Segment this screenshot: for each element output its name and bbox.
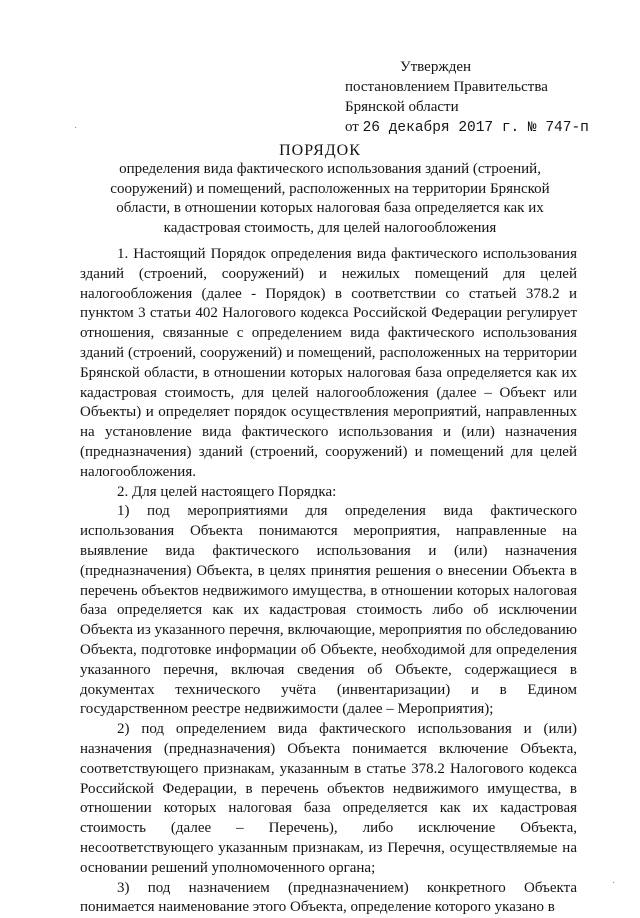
paragraph-2-3: 3) под назначением (предназначением) конкретного Объекта понимается наименование этого Объекта, определение которого указано в bbox=[80, 879, 577, 918]
scan-speck: · bbox=[74, 123, 77, 134]
document-body bbox=[80, 245, 577, 918]
approval-line-approved: Утвержден bbox=[345, 57, 589, 77]
scan-speck: · bbox=[612, 878, 615, 889]
document-title: ПОРЯДОК bbox=[0, 142, 640, 160]
paragraph-2-1: 1) под мероприятиями для определения вида фактического использования Объекта понимаются мероприятия, направленные на выявление вида фактического использования и (или) назначения (предназначения) Объекта, в целях принятия решения о внесении Объекта в перечень объектов недвижимого имущества, в отношении которых налоговая база определяется как их кадастровая стоимость либо об исключении Объекта из указанного перечня, включающие, мероприятия по обследованию Объекта, подготовке информации об Объекте, необходимой для определения указанного перечня, включая сведения об Объекте, содержащиеся в документах технического учёта (инвентаризации) и в Едином государственном реестре недвижимости (далее – Мероприятия); bbox=[80, 502, 577, 720]
paragraph-2-2: 2) под определением вида фактического использования и (или) назначения (предназначения) Объекта понимается включение Объекта, соответствующего признакам, указанным в статье 378.2 Налогового кодекса Российской Федерации, в перечень объектов недвижимого имущества, в отношении которых налоговая база определяется как их кадастровая стоимость (далее – Перечень), либо исключение Объекта, несоответствующего указанным признакам, из Перечня, осуществляемые на основании решений уполномоченного органа; bbox=[80, 720, 577, 878]
approval-stamp bbox=[345, 57, 589, 138]
approval-date-line bbox=[345, 117, 589, 138]
approval-date-value: 26 декабря 2017 г. № 747-п bbox=[363, 120, 589, 136]
document-subtitle: определения вида фактического использования зданий (строений, сооружений) и помещений, расположенных на территории Брянской области, в отношении которых налоговая база определяется как их кадастровая стоимость, для целей налогообложения bbox=[95, 160, 565, 238]
paragraph-2: 2. Для целей настоящего Порядка: bbox=[80, 483, 577, 503]
paragraph-1: 1. Настоящий Порядок определения вида фактического использования зданий (строений, сооружений) и нежилых помещений для целей налогообложения (далее - Порядок) в соответствии со статьей 378.2 и пунктом 3 статьи 402 Налогового кодекса Российской Федерации регулирует отношения, связанные с определением вида фактического использования зданий (строений, сооружений) и помещений, расположенных на территории Брянской области, в отношении которых налоговая база определяется как их кадастровая стоимость, для целей налогообложения (далее – Объект или Объекты) и определяет порядок осуществления мероприятий, направленных на установление вида фактического использования и (или) назначения (предназначения) зданий (строений, сооружений) и помещений для целей налогообложения. bbox=[80, 245, 577, 483]
approval-date-prefix: от bbox=[345, 119, 363, 135]
approval-line-region: Брянской области bbox=[345, 97, 589, 117]
approval-line-decree: постановлением Правительства bbox=[345, 77, 589, 97]
